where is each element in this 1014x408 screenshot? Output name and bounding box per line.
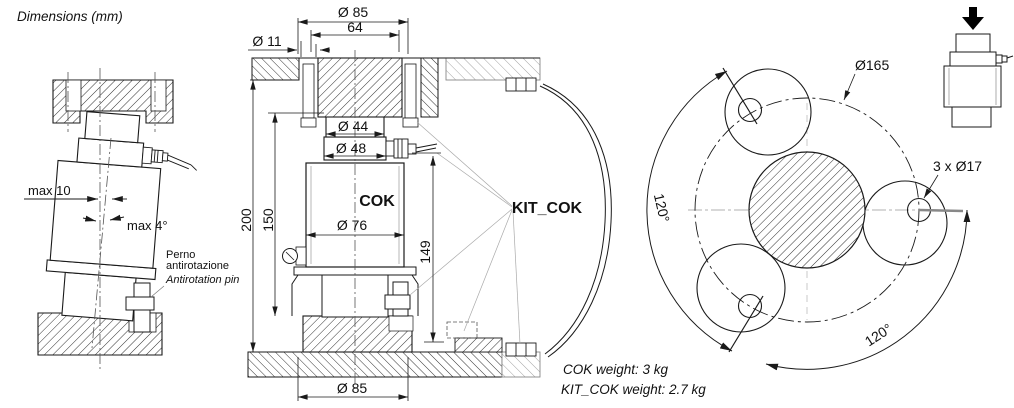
kit-base-pad (455, 338, 502, 352)
cell-body-top (749, 152, 865, 268)
pin-labels (151, 249, 239, 297)
cok-weight-note: COK weight: 3 kg (563, 362, 669, 377)
dim-ring: Ø 48 (335, 140, 367, 156)
dim-base: Ø 85 (336, 380, 368, 396)
page-title: Dimensions (mm) (17, 9, 123, 24)
dim-holes: 3 x Ø17 (933, 158, 983, 174)
max-angle-text: max 4° (127, 218, 168, 233)
pin-label-en: Antirotation pin (166, 274, 240, 286)
center-antirotation-pin (385, 282, 410, 316)
floor-slab (248, 352, 502, 377)
load-arrow-icon (962, 7, 984, 30)
cell-name-label: COK (359, 193, 395, 210)
kit-top-bolt (506, 78, 536, 91)
dim-top-flange: Ø 85 (337, 4, 369, 20)
dashed-pad (447, 322, 477, 338)
cable (167, 155, 192, 165)
kit-bottom-bolt (506, 343, 536, 356)
load-cell-pictogram (944, 7, 1013, 127)
left-connector (142, 147, 198, 170)
dim-cell-height: 150 (260, 208, 276, 232)
dim-bolt-spacing: 64 (347, 19, 363, 35)
pin-label-it1: Perno (166, 249, 196, 261)
angle-left-text: 120° (650, 191, 673, 224)
dim-cap: Ø 44 (337, 118, 369, 134)
top-plate-section (252, 58, 540, 127)
front-section-view (238, 4, 611, 401)
side-screw (283, 247, 307, 265)
dim-total-height: 200 (238, 208, 254, 232)
center-connector (386, 139, 437, 158)
left-section-view (24, 68, 239, 370)
kit-cover (506, 78, 611, 357)
center-cable (416, 144, 437, 148)
dim-body: Ø 76 (336, 217, 368, 233)
max-offset-text: max 10 (28, 183, 71, 198)
dim-bolt-circle: Ø165 (855, 57, 890, 73)
kit-leaders (410, 122, 520, 344)
angle-bottom-text: 120° (861, 320, 895, 350)
kit-weight-note: KIT_COK weight: 2.7 kg (561, 382, 706, 397)
pin-label-it2: antirotazione (166, 260, 229, 272)
top-plan-view (647, 57, 982, 369)
dim-kit-height: 149 (417, 240, 433, 264)
dim-bolt-hole: Ø 11 (252, 33, 282, 49)
kit-name-label: KIT_COK (511, 200, 583, 217)
